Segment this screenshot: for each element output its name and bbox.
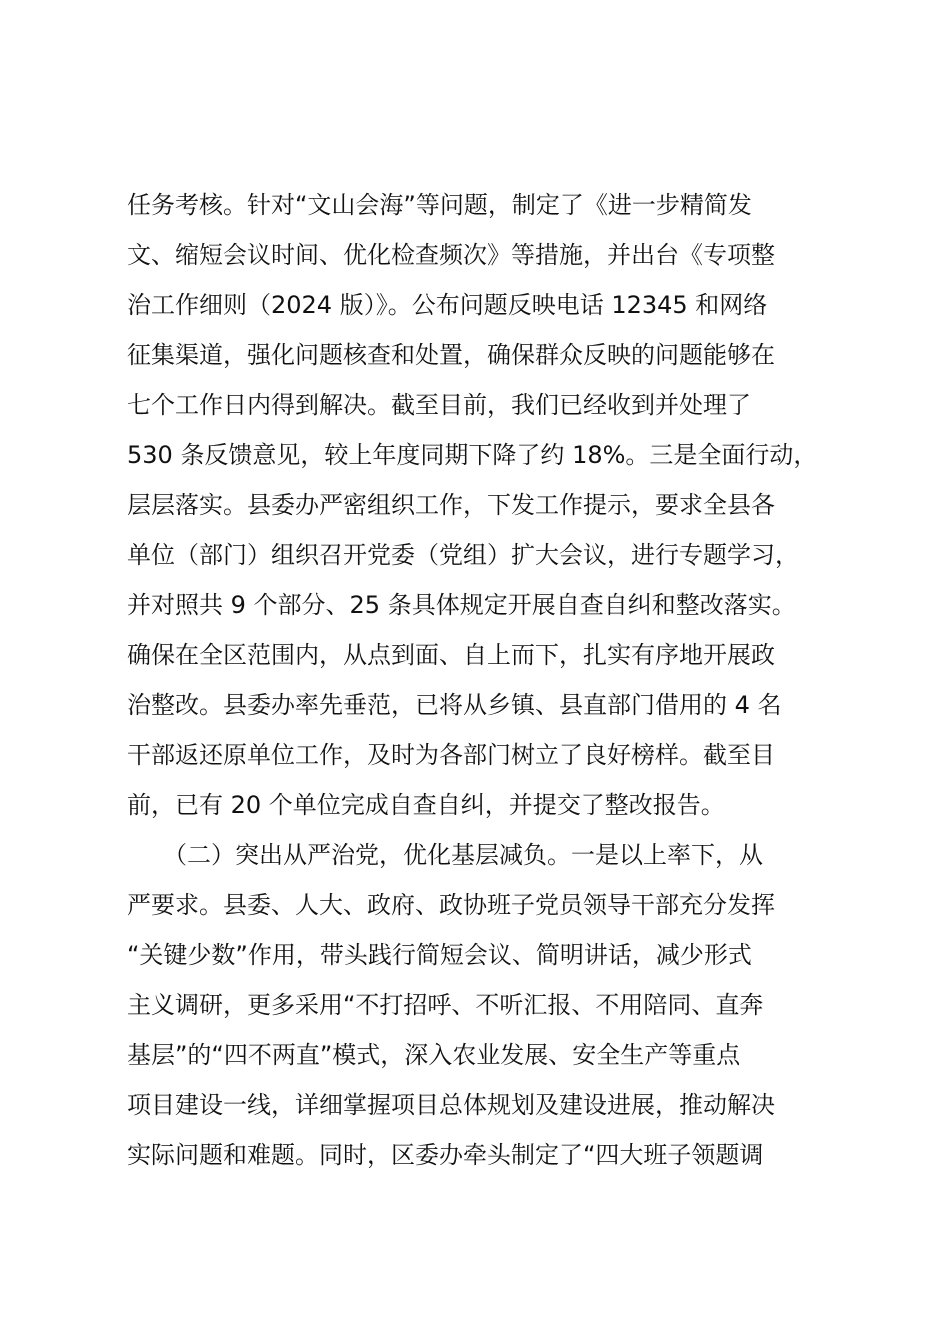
- text-line: 干部返还原单位工作，及时为各部门树立了良好榜样。截至目: [127, 741, 775, 769]
- text-line: 治工作细则（2024 版）》。公布问题反映电话 12345 和网络: [127, 291, 768, 319]
- text-line: 严要求。县委、人大、政府、政协班子党员领导干部充分发挥: [127, 891, 775, 919]
- text-line: 530 条反馈意见，较上年度同期下降了约 18%。三是全面行动，: [127, 441, 818, 469]
- text-line: 项目建设一线，详细掌握项目总体规划及建设进展，推动解决: [127, 1091, 775, 1119]
- text-line: 任务考核。针对“文山会海”等问题，制定了《进一步精简发: [127, 191, 752, 219]
- text-line: 层层落实。县委办严密组织工作，下发工作提示，要求全县各: [127, 491, 775, 519]
- text-line: 前，已有 20 个单位完成自查自纠，并提交了整改报告。: [127, 791, 725, 819]
- text-line: 治整改。县委办率先垂范，已将从乡镇、县直部门借用的 4 名: [127, 691, 782, 719]
- text-line: 文、缩短会议时间、优化检查频次》等措施，并出台《专项整: [127, 241, 775, 269]
- text-line: 主义调研，更多采用“不打招呼、不听汇报、不用陪同、直奔: [127, 991, 764, 1019]
- text-line: “关键少数”作用，带头践行简短会议、简明讲话，减少形式: [127, 941, 752, 969]
- text-line: 基层”的“四不两直”模式，深入农业发展、安全生产等重点: [127, 1041, 741, 1069]
- text-line: 七个工作日内得到解决。截至目前，我们已经收到并处理了: [127, 391, 751, 419]
- text-line: 单位（部门）组织召开党委（党组）扩大会议，进行专题学习，: [127, 541, 799, 569]
- text-line: 实际问题和难题。同时，区委办牵头制定了“四大班子领题调: [127, 1141, 764, 1169]
- text-line: 征集渠道，强化问题核查和处置，确保群众反映的问题能够在: [127, 341, 775, 369]
- text-line: 确保在全区范围内，从点到面、自上而下，扎实有序地开展政: [127, 641, 775, 669]
- body-text: [127, 180, 857, 1180]
- text-line: 并对照共 9 个部分、25 条具体规定开展自查自纠和整改落实。: [127, 591, 796, 619]
- text-line: （二）突出从严治党，优化基层减负。一是以上率下，从: [127, 841, 763, 869]
